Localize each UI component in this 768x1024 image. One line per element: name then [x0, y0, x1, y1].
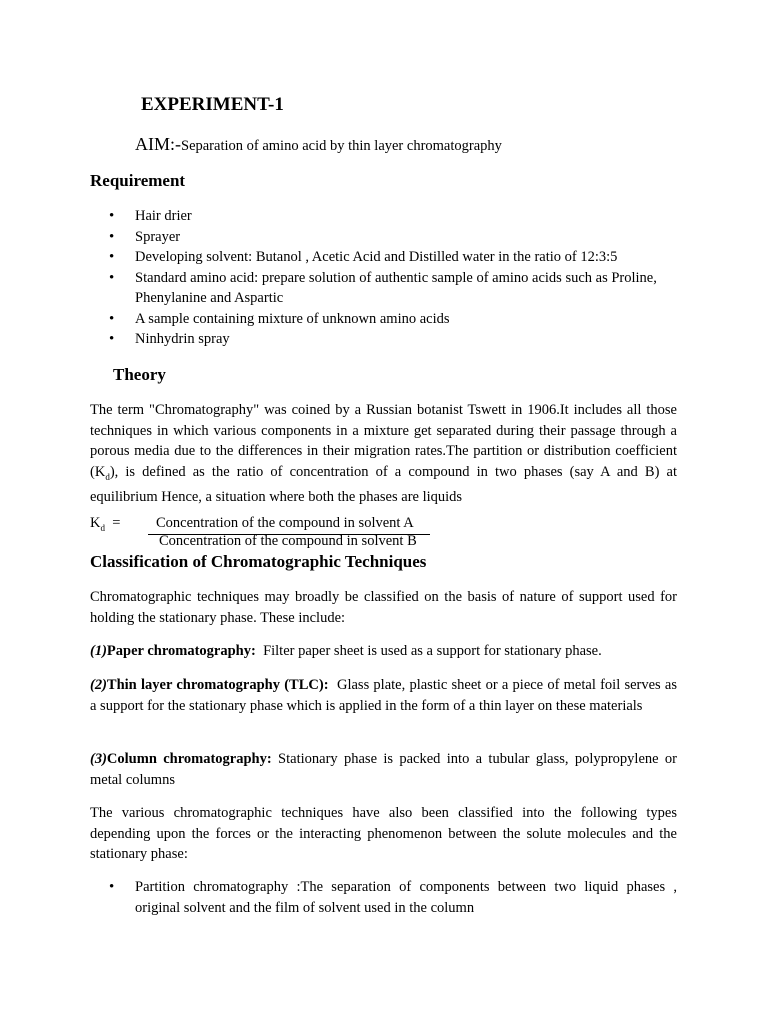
- theory-heading: Theory: [113, 365, 166, 384]
- page-title: EXPERIMENT-1: [141, 94, 284, 115]
- kd-symbol: K: [90, 515, 101, 531]
- technique-number: (3): [90, 751, 107, 767]
- technique-name: Paper chromatography:: [106, 643, 256, 659]
- technique-number: (2): [90, 677, 107, 693]
- technique-text: Glass plate, plastic sheet or a piece of metal foil serves as a support for the stationary phase which is applied in the form of a thin layer on these materials: [90, 677, 681, 714]
- theory-text-b: ), is defined as the ratio of concentration of a compound in two phases (say A and B) at equilibrium Hence, a situation where both the phases are liquids: [90, 463, 677, 505]
- list-item: • Sprayer: [90, 227, 677, 248]
- aim-separator: :-: [170, 134, 181, 154]
- equation-denominator: Concentration of the compound in solvent B: [159, 533, 417, 549]
- requirement-heading: Requirement: [90, 171, 186, 190]
- technique-paper: [90, 641, 677, 662]
- types-intro: The various chromatographic techniques have also been classified into the following types depending upon the forces or the interacting phenomenon between the solute molecules and the stationary phase:: [90, 805, 677, 862]
- types-list: [90, 877, 677, 918]
- technique-name: Column chromatography:: [106, 751, 272, 767]
- list-item: • Partition chromatography :The separation of components between two liquid phases , original solvent and the film of solvent used in the column: [90, 877, 677, 918]
- theory-subscript: d: [105, 471, 110, 482]
- equation-numerator: Concentration of the compound in solvent A: [156, 515, 414, 531]
- technique-name: Thin layer chromatography (TLC):: [106, 677, 329, 693]
- kd-subscript: d: [100, 522, 105, 533]
- classification-intro: Chromatographic techniques may broadly be classified on the basis of nature of support used for holding the stationary phase. These include:: [90, 589, 677, 626]
- theory-text-a: The term "Chromatography" was coined by a Russian botanist Tswett in 1906.It includes all those techniques in which various components in a mixture get separated during their passage through a porous media due to the differences in their migration rates.The partition or distribution coefficient (K: [90, 402, 677, 480]
- technique-tlc: [90, 675, 681, 716]
- list-item: • Ninhydrin spray: [90, 329, 677, 350]
- aim-text: Separation of amino acid by thin layer chromatography: [181, 138, 502, 154]
- equation-lhs: [90, 515, 120, 533]
- technique-text: Stationary phase is packed into a tubular glass, polypropylene or metal columns: [90, 751, 681, 788]
- list-item: • Developing solvent: Butanol , Acetic Acid and Distilled water in the ratio of 12:3:5: [90, 247, 677, 268]
- technique-column: [90, 749, 681, 790]
- technique-number: (1): [90, 643, 107, 659]
- list-item: • A sample containing mixture of unknown amino acids: [90, 309, 677, 330]
- aim-line: [135, 134, 502, 155]
- theory-paragraph: [90, 400, 677, 507]
- equals-sign: =: [112, 515, 121, 531]
- list-item: • Hair drier: [90, 206, 677, 227]
- technique-text: Filter paper sheet is used as a support for stationary phase.: [255, 643, 602, 659]
- list-item: • Standard amino acid: prepare solution of authentic sample of amino acids such as Proline, Phenylanine and Aspartic: [90, 268, 677, 309]
- aim-label: AIM: [135, 134, 170, 154]
- classification-heading: Classification of Chromatographic Techniques: [90, 552, 427, 571]
- requirement-list: [90, 206, 677, 350]
